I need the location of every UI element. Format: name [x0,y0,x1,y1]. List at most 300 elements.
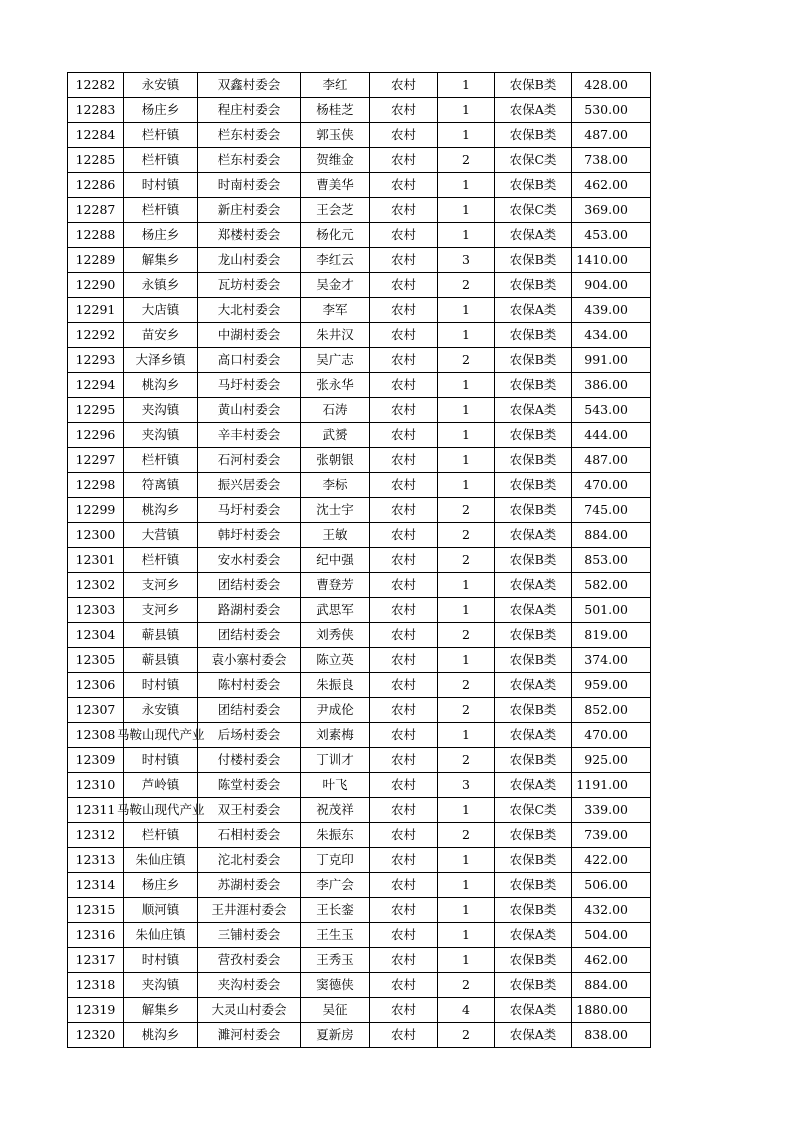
area-type-cell: 农村 [370,748,438,773]
village-committee-cell: 后场村委会 [198,723,301,748]
amount-cell: 853.00 [572,548,651,573]
amount-cell: 504.00 [572,923,651,948]
town-cell: 支河乡 [124,573,198,598]
table-row [68,1023,651,1048]
person-name-cell: 朱振良 [301,673,370,698]
amount-cell: 506.00 [572,873,651,898]
household-count-cell: 1 [438,848,495,873]
table-row [68,723,651,748]
village-committee-cell: 苏湖村委会 [198,873,301,898]
town-cell: 时村镇 [124,173,198,198]
town-cell: 栏杆镇 [124,548,198,573]
table-row [68,348,651,373]
amount-cell: 462.00 [572,948,651,973]
town-cell: 永安镇 [124,698,198,723]
household-count-cell: 1 [438,423,495,448]
table-body [68,73,651,1048]
amount-cell: 432.00 [572,898,651,923]
household-count-cell: 1 [438,173,495,198]
person-name-cell: 朱振东 [301,823,370,848]
record-number-cell: 12304 [68,623,124,648]
town-cell: 杨庄乡 [124,873,198,898]
area-type-cell: 农村 [370,573,438,598]
table-row [68,223,651,248]
person-name-cell: 朱井汉 [301,323,370,348]
record-number-cell: 12291 [68,298,124,323]
village-committee-cell: 团结村委会 [198,573,301,598]
table-row [68,773,651,798]
area-type-cell: 农村 [370,373,438,398]
household-count-cell: 2 [438,673,495,698]
town-cell: 解集乡 [124,248,198,273]
area-type-cell: 农村 [370,598,438,623]
town-cell: 永镇乡 [124,273,198,298]
town-cell: 永安镇 [124,73,198,98]
category-cell: 农保A类 [495,223,572,248]
category-cell: 农保A类 [495,523,572,548]
person-name-cell: 李军 [301,298,370,323]
person-name-cell: 吴征 [301,998,370,1023]
category-cell: 农保B类 [495,748,572,773]
village-committee-cell: 黄山村委会 [198,398,301,423]
amount-cell: 745.00 [572,498,651,523]
person-name-cell: 刘秀侠 [301,623,370,648]
village-committee-cell: 陈堂村委会 [198,773,301,798]
record-number-cell: 12297 [68,448,124,473]
record-number-cell: 12286 [68,173,124,198]
amount-cell: 904.00 [572,273,651,298]
person-name-cell: 丁训才 [301,748,370,773]
category-cell: 农保B类 [495,248,572,273]
village-committee-cell: 栏东村委会 [198,123,301,148]
table-row [68,998,651,1023]
table-row [68,798,651,823]
person-name-cell: 王敏 [301,523,370,548]
amount-cell: 819.00 [572,623,651,648]
household-count-cell: 2 [438,973,495,998]
area-type-cell: 农村 [370,323,438,348]
household-count-cell: 2 [438,1023,495,1048]
village-committee-cell: 高口村委会 [198,348,301,373]
amount-cell: 386.00 [572,373,651,398]
table-row [68,698,651,723]
amount-cell: 434.00 [572,323,651,348]
category-cell: 农保A类 [495,1023,572,1048]
amount-cell: 959.00 [572,673,651,698]
person-name-cell: 丁克印 [301,848,370,873]
table-row [68,248,651,273]
table-row [68,298,651,323]
village-committee-cell: 团结村委会 [198,623,301,648]
town-cell: 朱仙庄镇 [124,848,198,873]
town-cell: 大营镇 [124,523,198,548]
town-cell: 桃沟乡 [124,498,198,523]
category-cell: 农保B类 [495,873,572,898]
category-cell: 农保B类 [495,323,572,348]
village-committee-cell: 王井涯村委会 [198,898,301,923]
town-cell: 芦岭镇 [124,773,198,798]
category-cell: 农保A类 [495,398,572,423]
amount-cell: 884.00 [572,973,651,998]
person-name-cell: 刘素梅 [301,723,370,748]
town-cell: 栏杆镇 [124,448,198,473]
village-committee-cell: 大北村委会 [198,298,301,323]
area-type-cell: 农村 [370,873,438,898]
amount-cell: 838.00 [572,1023,651,1048]
record-number-cell: 12298 [68,473,124,498]
village-committee-cell: 新庄村委会 [198,198,301,223]
area-type-cell: 农村 [370,998,438,1023]
household-count-cell: 2 [438,348,495,373]
amount-cell: 428.00 [572,73,651,98]
household-count-cell: 3 [438,248,495,273]
area-type-cell: 农村 [370,523,438,548]
area-type-cell: 农村 [370,98,438,123]
village-committee-cell: 团结村委会 [198,698,301,723]
village-committee-cell: 双鑫村委会 [198,73,301,98]
town-cell: 栏杆镇 [124,198,198,223]
category-cell: 农保B类 [495,473,572,498]
record-number-cell: 12313 [68,848,124,873]
table-row [68,898,651,923]
category-cell: 农保B类 [495,373,572,398]
amount-cell: 501.00 [572,598,651,623]
person-name-cell: 杨桂芝 [301,98,370,123]
table-row [68,173,651,198]
village-committee-cell: 马圩村委会 [198,498,301,523]
person-name-cell: 曹登芳 [301,573,370,598]
person-name-cell: 李红 [301,73,370,98]
town-cell: 杨庄乡 [124,98,198,123]
record-number-cell: 12309 [68,748,124,773]
person-name-cell: 沈士宇 [301,498,370,523]
record-number-cell: 12320 [68,1023,124,1048]
area-type-cell: 农村 [370,473,438,498]
person-name-cell: 张永华 [301,373,370,398]
area-type-cell: 农村 [370,648,438,673]
category-cell: 农保A类 [495,998,572,1023]
village-committee-cell: 双王村委会 [198,798,301,823]
household-count-cell: 1 [438,73,495,98]
village-committee-cell: 三铺村委会 [198,923,301,948]
town-cell: 蕲县镇 [124,648,198,673]
category-cell: 农保B类 [495,698,572,723]
person-name-cell: 窦德侠 [301,973,370,998]
category-cell: 农保B类 [495,823,572,848]
town-cell: 解集乡 [124,998,198,1023]
household-count-cell: 1 [438,448,495,473]
table-row [68,973,651,998]
record-number-cell: 12296 [68,423,124,448]
amount-cell: 487.00 [572,448,651,473]
record-number-cell: 12289 [68,248,124,273]
record-number-cell: 12302 [68,573,124,598]
town-cell: 栏杆镇 [124,123,198,148]
category-cell: 农保B类 [495,648,572,673]
town-cell: 顺河镇 [124,898,198,923]
table-row [68,473,651,498]
record-number-cell: 12308 [68,723,124,748]
household-count-cell: 1 [438,573,495,598]
category-cell: 农保B类 [495,973,572,998]
area-type-cell: 农村 [370,548,438,573]
table-row [68,123,651,148]
household-count-cell: 1 [438,323,495,348]
person-name-cell: 叶飞 [301,773,370,798]
household-count-cell: 1 [438,948,495,973]
category-cell: 农保B类 [495,548,572,573]
person-name-cell: 武赟 [301,423,370,448]
household-count-cell: 1 [438,473,495,498]
category-cell: 农保B类 [495,848,572,873]
table-row [68,648,651,673]
household-count-cell: 1 [438,648,495,673]
record-number-cell: 12314 [68,873,124,898]
person-name-cell: 武思军 [301,598,370,623]
household-count-cell: 2 [438,148,495,173]
amount-cell: 543.00 [572,398,651,423]
person-name-cell: 张朝银 [301,448,370,473]
household-count-cell: 1 [438,373,495,398]
table-row [68,548,651,573]
area-type-cell: 农村 [370,298,438,323]
category-cell: 农保B类 [495,123,572,148]
category-cell: 农保C类 [495,798,572,823]
record-number-cell: 12319 [68,998,124,1023]
table-row [68,823,651,848]
household-count-cell: 4 [438,998,495,1023]
table-row [68,623,651,648]
record-number-cell: 12316 [68,923,124,948]
table-row [68,848,651,873]
person-name-cell: 祝茂祥 [301,798,370,823]
village-committee-cell: 付楼村委会 [198,748,301,773]
category-cell: 农保A类 [495,723,572,748]
town-cell: 大店镇 [124,298,198,323]
household-count-cell: 2 [438,548,495,573]
household-count-cell: 1 [438,923,495,948]
area-type-cell: 农村 [370,348,438,373]
household-count-cell: 2 [438,523,495,548]
area-type-cell: 农村 [370,73,438,98]
town-cell: 桃沟乡 [124,1023,198,1048]
record-number-cell: 12288 [68,223,124,248]
area-type-cell: 农村 [370,823,438,848]
area-type-cell: 农村 [370,798,438,823]
household-count-cell: 1 [438,598,495,623]
record-number-cell: 12303 [68,598,124,623]
record-number-cell: 12299 [68,498,124,523]
area-type-cell: 农村 [370,1023,438,1048]
amount-cell: 470.00 [572,473,651,498]
table-row [68,673,651,698]
table-row [68,573,651,598]
village-committee-cell: 石河村委会 [198,448,301,473]
household-count-cell: 1 [438,398,495,423]
town-cell: 时村镇 [124,673,198,698]
area-type-cell: 农村 [370,223,438,248]
amount-cell: 462.00 [572,173,651,198]
amount-cell: 487.00 [572,123,651,148]
record-number-cell: 12318 [68,973,124,998]
category-cell: 农保B类 [495,948,572,973]
category-cell: 农保B类 [495,73,572,98]
amount-cell: 439.00 [572,298,651,323]
category-cell: 农保A类 [495,923,572,948]
town-cell: 夹沟镇 [124,398,198,423]
town-cell: 马鞍山现代产业 [124,723,198,748]
table-row [68,748,651,773]
record-number-cell: 12301 [68,548,124,573]
person-name-cell: 李广会 [301,873,370,898]
amount-cell: 925.00 [572,748,651,773]
record-number-cell: 12311 [68,798,124,823]
village-committee-cell: 辛丰村委会 [198,423,301,448]
category-cell: 农保B类 [495,173,572,198]
household-count-cell: 1 [438,723,495,748]
village-committee-cell: 石相村委会 [198,823,301,848]
table-row [68,598,651,623]
household-count-cell: 1 [438,223,495,248]
village-committee-cell: 马圩村委会 [198,373,301,398]
town-cell: 夹沟镇 [124,973,198,998]
person-name-cell: 吴金才 [301,273,370,298]
table-row [68,423,651,448]
area-type-cell: 农村 [370,198,438,223]
amount-cell: 369.00 [572,198,651,223]
category-cell: 农保B类 [495,498,572,523]
record-number-cell: 12287 [68,198,124,223]
person-name-cell: 陈立英 [301,648,370,673]
table-row [68,73,651,98]
area-type-cell: 农村 [370,948,438,973]
household-count-cell: 2 [438,273,495,298]
village-committee-cell: 濉河村委会 [198,1023,301,1048]
table-row [68,198,651,223]
person-name-cell: 王长銮 [301,898,370,923]
area-type-cell: 农村 [370,723,438,748]
area-type-cell: 农村 [370,248,438,273]
category-cell: 农保A类 [495,773,572,798]
town-cell: 符离镇 [124,473,198,498]
table-row [68,523,651,548]
area-type-cell: 农村 [370,448,438,473]
village-committee-cell: 栏东村委会 [198,148,301,173]
record-number-cell: 12315 [68,898,124,923]
area-type-cell: 农村 [370,498,438,523]
record-number-cell: 12285 [68,148,124,173]
table-row [68,273,651,298]
town-cell: 大泽乡镇 [124,348,198,373]
town-cell: 杨庄乡 [124,223,198,248]
area-type-cell: 农村 [370,423,438,448]
village-committee-cell: 大灵山村委会 [198,998,301,1023]
category-cell: 农保B类 [495,273,572,298]
table-row [68,948,651,973]
amount-cell: 444.00 [572,423,651,448]
area-type-cell: 农村 [370,898,438,923]
village-committee-cell: 安水村委会 [198,548,301,573]
person-name-cell: 王会芝 [301,198,370,223]
area-type-cell: 农村 [370,848,438,873]
town-cell: 马鞍山现代产业 [124,798,198,823]
village-committee-cell: 程庄村委会 [198,98,301,123]
village-committee-cell: 振兴居委会 [198,473,301,498]
amount-cell: 530.00 [572,98,651,123]
category-cell: 农保A类 [495,598,572,623]
town-cell: 朱仙庄镇 [124,923,198,948]
allowance-table [67,72,651,1048]
village-committee-cell: 郑楼村委会 [198,223,301,248]
record-number-cell: 12317 [68,948,124,973]
village-committee-cell: 陈村村委会 [198,673,301,698]
record-number-cell: 12284 [68,123,124,148]
village-committee-cell: 时南村委会 [198,173,301,198]
household-count-cell: 1 [438,798,495,823]
area-type-cell: 农村 [370,123,438,148]
record-number-cell: 12292 [68,323,124,348]
amount-cell: 884.00 [572,523,651,548]
category-cell: 农保A类 [495,98,572,123]
person-name-cell: 吴广志 [301,348,370,373]
record-number-cell: 12290 [68,273,124,298]
village-committee-cell: 路湖村委会 [198,598,301,623]
amount-cell: 453.00 [572,223,651,248]
town-cell: 苗安乡 [124,323,198,348]
table-row [68,323,651,348]
area-type-cell: 农村 [370,923,438,948]
area-type-cell: 农村 [370,398,438,423]
table-row [68,498,651,523]
person-name-cell: 郭玉侠 [301,123,370,148]
table-row [68,923,651,948]
village-committee-cell: 瓦坊村委会 [198,273,301,298]
town-cell: 蕲县镇 [124,623,198,648]
amount-cell: 991.00 [572,348,651,373]
household-count-cell: 2 [438,623,495,648]
person-name-cell: 李标 [301,473,370,498]
household-count-cell: 2 [438,748,495,773]
person-name-cell: 夏新房 [301,1023,370,1048]
household-count-cell: 2 [438,698,495,723]
town-cell: 时村镇 [124,948,198,973]
household-count-cell: 2 [438,823,495,848]
record-number-cell: 12294 [68,373,124,398]
household-count-cell: 1 [438,123,495,148]
area-type-cell: 农村 [370,623,438,648]
person-name-cell: 曹美华 [301,173,370,198]
village-committee-cell: 袁小寨村委会 [198,648,301,673]
village-committee-cell: 中湖村委会 [198,323,301,348]
category-cell: 农保B类 [495,348,572,373]
amount-cell: 1410.00 [572,248,651,273]
record-number-cell: 12305 [68,648,124,673]
village-committee-cell: 营孜村委会 [198,948,301,973]
household-count-cell: 2 [438,498,495,523]
category-cell: 农保B类 [495,448,572,473]
table-row [68,398,651,423]
village-committee-cell: 沱北村委会 [198,848,301,873]
household-count-cell: 1 [438,898,495,923]
household-count-cell: 3 [438,773,495,798]
category-cell: 农保B类 [495,423,572,448]
category-cell: 农保A类 [495,573,572,598]
record-number-cell: 12310 [68,773,124,798]
area-type-cell: 农村 [370,773,438,798]
household-count-cell: 1 [438,873,495,898]
category-cell: 农保B类 [495,898,572,923]
town-cell: 时村镇 [124,748,198,773]
